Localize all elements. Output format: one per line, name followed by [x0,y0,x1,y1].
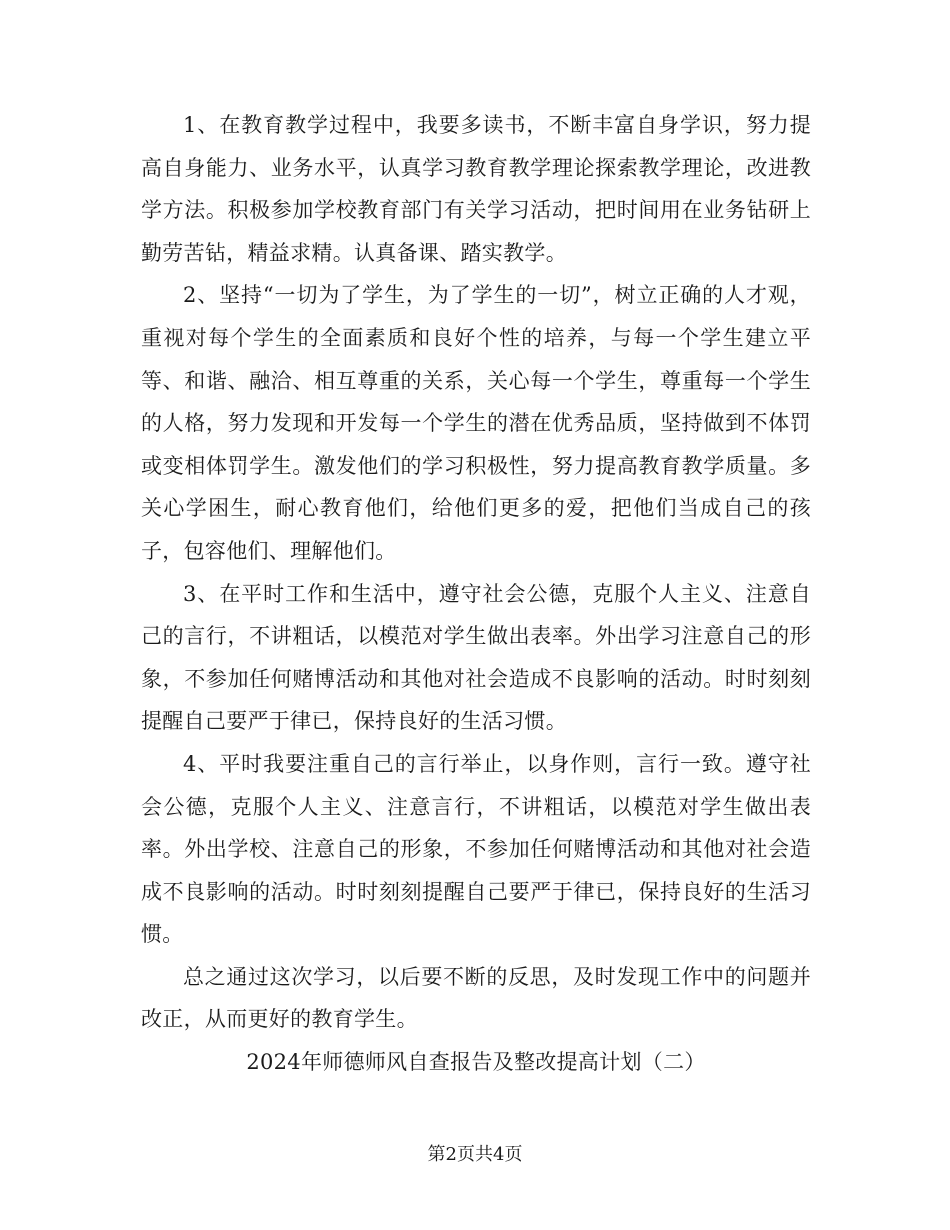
paragraph-summary: 总之通过这次学习，以后要不断的反思，及时发现工作中的问题并改正，从而更好的教育学生。 [141,964,811,1032]
paragraph-3: 3、在平时工作和生活中，遵守社会公德，克服个人主义、注意自己的言行，不讲粗话，以模范对学生做出表率。外出学习注意自己的形象，不参加任何赌博活动和其他对社会造成不良影响的活动。时时刻刻提醒自己要严于律已，保持良好的生活习惯。 [141,581,811,734]
paragraph-2: 2、坚持“一切为了学生，为了学生的一切”，树立正确的人才观，重视对每个学生的全面素质和良好个性的培养，与每一个学生建立平等、和谐、融洽、相互尊重的关系，关心每一个学生，尊重每一个学生的人格，努力发现和开发每一个学生的潜在优秀品质，坚持做到不体罚或变相体罚学生。激发他们的学习积极性，努力提高教育教学质量。多关心学困生，耐心教育他们，给他们更多的爱，把他们当成自己的孩子，包容他们、理解他们。 [141,283,811,563]
paragraph-1: 1、在教育教学过程中，我要多读书，不断丰富自身学识，努力提高自身能力、业务水平，认真学习教育教学理论探索教学理论，改进教学方法。积极参加学校教育部门有关学习活动，把时间用在业务钻研上勤劳苦钻，精益求精。认真备课、踏实教学。 [141,113,811,265]
page-number-footer: 第2页共4页 [427,1144,523,1165]
paragraph-4: 4、平时我要注重自己的言行举止，以身作则，言行一致。遵守社会公德，克服个人主义、注意言行，不讲粗话，以模范对学生做出表率。外出学校、注意自己的形象，不参加任何赌博活动和其他对社会造成不良影响的活动。时时刻刻提醒自己要严于律已，保持良好的生活习惯。 [141,751,811,947]
section-heading: 2024年师德师风自查报告及整改提高计划（二） [246,1050,706,1075]
document-body [141,104,811,1084]
